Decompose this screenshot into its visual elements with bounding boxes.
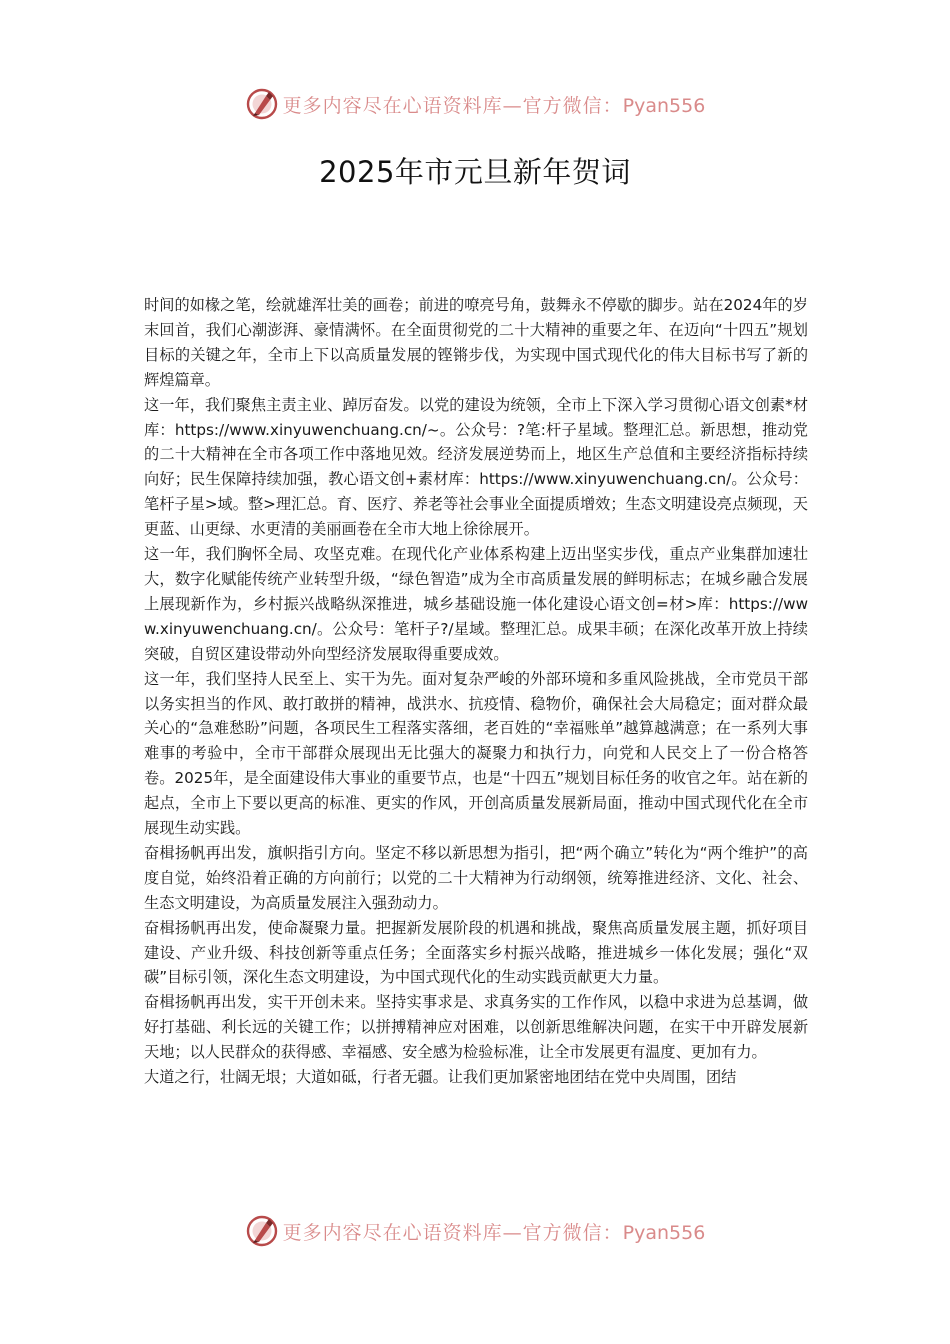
document-body — [144, 293, 808, 1090]
paragraph: 这一年，我们坚持人民至上、实干为先。面对复杂严峻的外部环境和多重风险挑战，全市党员干部以务实担当的作风、敢打敢拼的精神，战洪水、抗疫情、稳物价，确保社会大局稳定；面对群众最关心的“急难愁盼”问题，各项民生工程落实落细，老百姓的“幸福账单”越算越满意；在一系列大事难事的考验中，全市干部群众展现出无比强大的凝聚力和执行力，向党和人民交上了一份合格答卷。2025年，是全面建设伟大事业的重要节点，也是“十四五”规划目标任务的收官之年。站在新的起点，全市上下要以更高的标准、更实的作风，开创高质量发展新局面，推动中国式现代化在全市展现生动实践。 — [144, 669, 808, 838]
document-title: 2025年市元旦新年贺词 — [319, 155, 631, 189]
paragraph: 时间的如椽之笔，绘就雄浑壮美的画卷；前进的嘹亮号角，鼓舞永不停歇的脚步。站在2024年的岁末回首，我们心潮澎湃、豪情满怀。在全面贯彻党的二十大精神的重要之年、在迈向“十四五”规划目标的关键之年，全市上下以高质量发展的铿锵步伐，为实现中国式现代化的伟大目标书写了新的辉煌篇章。 — [144, 296, 808, 389]
pen-nib-logo-icon — [245, 87, 279, 121]
wechat-handle: Pyan556 — [622, 94, 706, 117]
watermark-text: 更多内容尽在心语资料库—官方微信：Pyan556 — [282, 94, 706, 117]
header-watermark-banner — [0, 82, 950, 126]
paragraph: 大道之行，壮阔无垠；大道如砥，行者无疆。让我们更加紧密地团结在党中央周围，团结 — [144, 1068, 737, 1087]
footer-watermark-banner — [0, 1209, 950, 1253]
pen-nib-logo-icon — [245, 1214, 279, 1248]
paragraph: 奋楫扬帆再出发，使命凝聚力量。把握新发展阶段的机遇和挑战，聚焦高质量发展主题，抓好项目建设、产业升级、科技创新等重点任务；全面落实乡村振兴战略，推进城乡一体化发展；强化“双碳”目标引领，深化生态文明建设，为中国式现代化的生动实践贡献更大力量。 — [144, 918, 808, 987]
paragraph: 奋楫扬帆再出发，旗帜指引方向。坚定不移以新思想为指引，把“两个确立”转化为“两个维护”的高度自觉，始终沿着正确的方向前行；以党的二十大精神为行动纲领，统筹推进经济、文化、社会、生态文明建设，为高质量发展注入强劲动力。 — [144, 843, 808, 912]
paragraph: 这一年，我们胸怀全局、攻坚克难。在现代化产业体系构建上迈出坚实步伐，重点产业集群加速壮大，数字化赋能传统产业转型升级，“绿色智造”成为全市高质量发展的鲜明标志；在城乡融合发展上展现新作为，乡村振兴战略纵深推进，城乡基础设施一体化建设心语文创=材>库：https://www.xinyuwenchuang.cn/。公众号：笔杆子?/星域。整理汇总。成果丰硕；在深化改革开放上持续突破，自贸区建设带动外向型经济发展取得重要成效。 — [144, 545, 808, 663]
wechat-handle: Pyan556 — [622, 1221, 706, 1244]
paragraph: 奋楫扬帆再出发，实干开创未来。坚持实事求是、求真务实的工作作风，以稳中求进为总基调，做好打基础、利长远的关键工作；以拼搏精神应对困难，以创新思维解决问题，在实干中开辟发展新天地；以人民群众的获得感、幸福感、安全感为检验标准，让全市发展更有温度、更加有力。 — [144, 993, 808, 1062]
paragraph: 这一年，我们聚焦主责主业、踔厉奋发。以党的建设为统领，全市上下深入学习贯彻心语文创素*材库：https://www.xinyuwenchuang.cn/~。公众号：?笔:杆子星域。整理汇总。新思想，推动党的二十大精神在全市各项工作中落地见效。经济发展逆势而上，地区生产总值和主要经济指标持续向好；民生保障持续加强，教心语文创+素材库：https://www.xinyuwenchuang.cn/。公众号：笔杆子星>域。整>理汇总。育、医疗、养老等社会事业全面提质增效；生态文明建设亮点频现，天更蓝、山更绿、水更清的美丽画卷在全市大地上徐徐展开。 — [144, 395, 808, 539]
watermark-text: 更多内容尽在心语资料库—官方微信：Pyan556 — [282, 1221, 706, 1244]
